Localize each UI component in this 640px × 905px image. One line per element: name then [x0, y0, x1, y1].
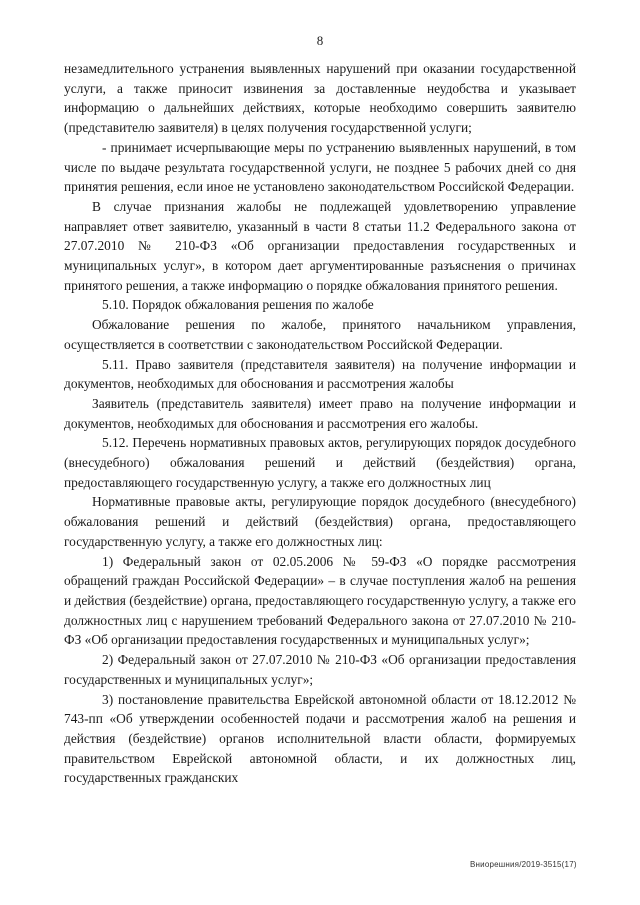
footer-document-code: Вниорешния/2019-3515(17)	[470, 860, 577, 869]
paragraph-measures: - принимает исчерпывающие меры по устранению выявленных нарушений, в том числе по выдаче результата государственной услуги, не позднее 5 рабочих дней со дня принятия решения, если иное не установлено законодательством Российской Федерации.	[64, 139, 576, 195]
paragraph-rejection: В случае признания жалобы не подлежащей удовлетворению управление направляет ответ заявителю, указанный в части 8 статьи 11.2 Федерального закона от 27.07.2010 № 210-ФЗ «Об организации предоставления государственных и муниципальных услуг», в котором дает аргументированные разъяснения о причинах принятого решения, а также информацию о порядке обжалования принятого решения.	[64, 198, 576, 293]
list-item-1: 1) Федеральный закон от 02.05.2006 № 59-ФЗ «О порядке рассмотрения обращений граждан Российской Федерации» – в случае поступления жалоб на решения и действия (бездействие) органа, предоставляющего государственную услугу, а также его должностных лиц с нарушением требований Федерального закона от 27.07.2010 № 210-ФЗ «Об организации предоставления государственных и муниципальных услуг»;	[64, 553, 576, 648]
list-item-2: 2) Федеральный закон от 27.07.2010 № 210-ФЗ «Об организации предоставления государственных и муниципальных услуг»;	[64, 652, 576, 687]
paragraph-applicant-right: Заявитель (представитель заявителя) имеет право на получение информации и документов, необходимых для обоснования и рассмотрения его жалобы.	[64, 395, 576, 431]
document-body	[64, 59, 576, 788]
list-item-3: 3) постановление правительства Еврейской автономной области от 18.12.2012 № 743-пп «Об утверждении особенностей подачи и рассмотрения жалоб на решения и действия (бездействие) органов исполнительной власти области, формируемых правительством Еврейской автономной области, и их должностных лиц, государственных гражданских	[64, 691, 576, 786]
paragraph-normative-acts: Нормативные правовые акты, регулирующие порядок досудебного (внесудебного) обжалования решений и действий (бездействия) органа, предоставляющего государственную услугу, а также его должностных лиц:	[64, 494, 576, 549]
section-heading-5-11: 5.11. Право заявителя (представителя заявителя) на получение информации и документов, необходимых для обоснования и рассмотрения жалобы	[64, 356, 576, 392]
page-number: 8	[316, 33, 324, 48]
paragraph-appeal: Обжалование решения по жалобе, принятого начальником управления, осуществляется в соответствии с законодательством Российской Федерации.	[64, 317, 576, 352]
section-heading-5-12: 5.12. Перечень нормативных правовых актов, регулирующих порядок досудебного (внесудебного) обжалования решений и действий (бездействия) органа, предоставляющего государственную услугу, а также его должностных лиц	[64, 435, 576, 490]
paragraph-continuation: незамедлительного устранения выявленных нарушений при оказании государственной услуги, а также приносит извинения за доставленные неудобства и указывает информацию о дальнейших действиях, которые необходимо совершить заявителю (представителю заявителя) в целях получения государственной услуги;	[64, 61, 576, 136]
section-heading-5-10: 5.10. Порядок обжалования решения по жалобе	[102, 297, 374, 313]
